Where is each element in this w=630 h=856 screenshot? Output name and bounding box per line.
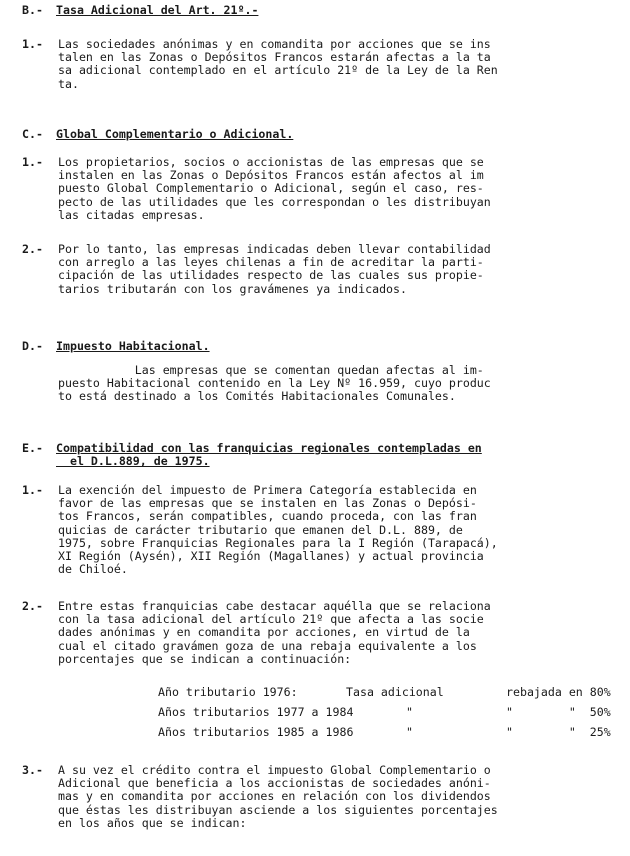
section-e-heading [22,442,622,468]
text-line: favor de las empresas que se instalen en las Zonas o Depósi- [58,496,477,511]
section-c-item-2 [22,243,622,296]
text-line: Los propietarios, socios o accionistas de las empresas que se [58,155,484,169]
rate-value: rebajada en 80% [506,685,611,699]
text-line: puesto Habitacional contenido en la Ley Nº 16.959, cuyo produc [58,376,491,391]
text-line: pecto de las utilidades que les correspondan o les distribuyan [58,194,491,209]
rate-label: " [406,725,413,739]
rate-value: " " 50% [506,705,611,719]
section-e-item-1 [22,484,622,576]
text-line: con la tasa adicional del artículo 21º que afecta a las socie [58,612,484,627]
section-title: Impuesto Habitacional. [56,339,210,353]
text-line: tos Francos, serán compatibles, cuando proceda, con las fran [58,509,477,524]
text-line: quicias de carácter tributario que emanen del D.L. 889, de [58,522,463,537]
rate-row [158,702,611,722]
section-b-heading [22,4,622,17]
rate-row [158,722,611,742]
rate-row [158,682,611,702]
text-line: tarios tributarán con los gravámenes ya indicados. [58,281,408,296]
title-line: el D.L.889, de 1975. [56,454,210,469]
text-line: Las sociedades anónimas y en comandita por acciones que se ins [58,37,491,51]
text-line: Adicional que beneficia a los accionistas de sociedades anóni- [58,776,491,791]
text-line: A su vez el crédito contra el impuesto Global Complementario o [58,763,491,777]
text-line: puesto Global Complementario o Adicional, según el caso, res- [58,181,484,196]
text-line: La exención del impuesto de Primera Categoría establecida en [58,483,477,497]
section-c-item-1 [22,156,622,222]
rates-table [158,682,611,742]
item-text [58,484,622,576]
section-c-heading [22,128,622,141]
title-line: Compatibilidad con las franquicias regionales contempladas en [56,441,482,455]
text-line: cual el citado gravámen goza de una rebaja equivalente a los [58,638,477,653]
section-title [56,442,482,468]
item-text [58,38,622,91]
section-title: Tasa Adicional del Art. 21º.- [56,3,259,17]
text-line: que éstas les distribuyan asciende a los siguientes porcentajes [58,802,498,817]
text-line: ta. [58,76,79,91]
item-number: 1.- [22,483,43,497]
item-text [58,243,622,296]
text-line: 1975, sobre Franquicias Regionales para la I Región (Tarapacá), [58,535,498,550]
item-number: 2.- [22,242,43,256]
item-number: 3.- [22,763,43,777]
text-line: porcentajes que se indican a continuación: [58,651,352,666]
text-line: de Chiloé. [58,562,128,577]
text-line: Por lo tanto, las empresas indicadas deben llevar contabilidad [58,242,491,256]
text-line: en los años que se indican: [58,815,247,830]
rate-year: Años tributarios 1977 a 1984 [158,705,354,719]
text-line: XI Región (Aysén), XII Región (Magallanes) y actual provincia [58,549,484,564]
rate-year: Años tributarios 1985 a 1986 [158,725,354,739]
text-line: cipación de las utilidades respecto de las cuales sus propie- [58,268,484,283]
section-label: E.- [22,441,43,455]
section-d-paragraph [58,364,622,404]
section-title: Global Complementario o Adicional. [56,127,294,141]
text-line: con arreglo a las leyes chilenas a fin de acreditar la parti- [58,255,484,270]
text-line: to está destinado a los Comités Habitacionales Comunales. [58,389,456,404]
item-number: 1.- [22,155,43,169]
text-line: mas y en comandita por acciones en relación con los dividendos [58,789,491,804]
section-label: C.- [22,127,43,141]
item-number: 2.- [22,599,43,613]
text-line: sa adicional contemplado en el artículo 21º de la Ley de la Ren [58,63,498,78]
section-e-item-2 [22,600,622,666]
item-number: 1.- [22,37,43,51]
rate-label: " [406,705,413,719]
rate-label: Tasa adicional [346,685,444,699]
text-line: dades anónimas y en comandita por acciones, en virtud de la [58,625,470,640]
item-text [58,600,622,666]
rate-year: Año tributario 1976: [158,685,298,699]
rate-value: " " 25% [506,725,611,739]
section-b-item-1 [22,38,622,91]
section-d-heading [22,340,622,353]
text-line: Las empresas que se comentan quedan afectas al im- [58,363,484,377]
item-text [58,764,622,830]
text-line: las citadas empresas. [58,207,205,222]
item-text [58,156,622,222]
section-e-item-3 [22,764,622,830]
section-label: D.- [22,339,43,353]
text-line: instalen en las Zonas o Depósitos Francos están afectos al im [58,168,484,183]
text-line: talen en las Zonas o Depósitos Francos estarán afectas a la ta [58,50,491,65]
section-label: B.- [22,3,43,17]
text-line: Entre estas franquicias cabe destacar aquélla que se relaciona [58,599,491,613]
